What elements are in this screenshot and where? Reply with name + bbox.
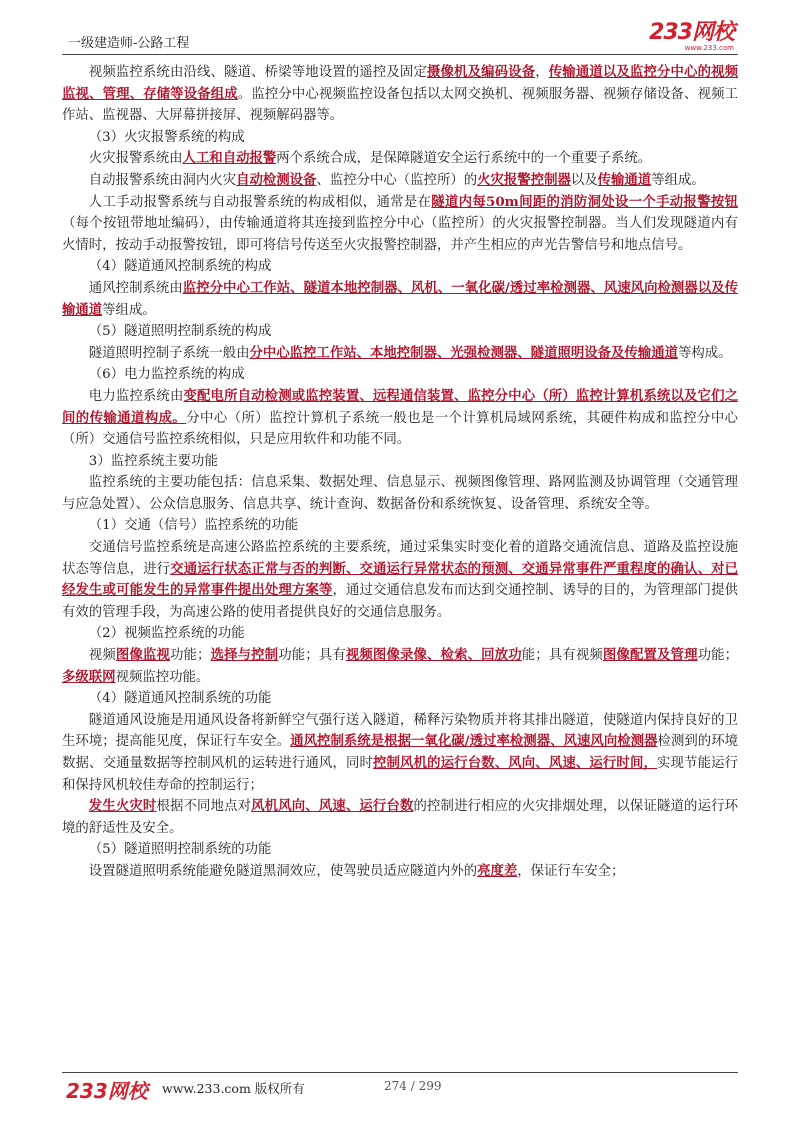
page-footer — [62, 1072, 738, 1103]
paragraph: 监控系统的主要功能包括：信息采集、数据处理、信息显示、视频图像管理、路网监测及协调管理（交通管理与应急处置）、公众信息服务、信息共享、统计查询、数据备份和系统恢复、设备管理、系统安全等。 — [62, 475, 738, 512]
paragraph: 交通信号监控系统是高速公路监控系统的主要系统，通过采集实时变化着的道路交通流信息、道路及监控设施状态等信息，进行交通运行状态正常与否的判断、交通运行异常状态的预测、交通异常事件严重程度的确认、对已经发生或可能发生的异常事件提出处理方案等，通过交通信息发布而达到交通控制、诱导的目的，为管理部门提供有效的管理手段，为高速公路的使用者提供良好的交通信息服务。 — [62, 540, 739, 620]
section-heading: （4）隧道通风控制系统的功能 — [88, 691, 272, 707]
section-heading: （1）交通（信号）监控系统的功能 — [88, 518, 299, 534]
paragraph: 视频监控系统由沿线、隧道、桥梁等地设置的遥控及固定摄像机及编码设备，传输通道以及监控分中心的视频监视、管理、存储等设备组成。监控分中心视频监控设备包括以太网交换机、视频服务器、视频存储设备、视频工作站、监视器、大屏幕拼接屏、视频解码器等。 — [62, 64, 739, 124]
logo-text: 233网校 — [649, 20, 734, 45]
logo-url: www.233.com — [684, 44, 734, 52]
paragraph: 自动报警系统由洞内火灾自动检测设备、监控分中心（监控所）的火灾报警控制器以及传输通道等组成。 — [88, 171, 705, 188]
paragraph: 设置隧道照明系统能避免隧道黑洞效应，使驾驶员适应隧道内外的亮度差，保证行车安全； — [88, 862, 625, 879]
section-heading: （5）隧道照明控制系统的功能 — [88, 842, 272, 858]
paragraph: 人工手动报警系统与自动报警系统的构成相似，通常是在隧道内每50m间距的消防洞处设一个手动报警按钮（每个按钮带地址编码），由传输通道将其连接到监控分中心（监控所）的火灾报警控制器。当人们发现隧道内有火情时，按动手动报警按钮，即可将信号传送至火灾报警控制器，并产生相应的声光告警信号和地点信号。 — [62, 193, 738, 253]
paragraph: 发生火灾时根据不同地点对风机风向、风速、运行台数的控制进行相应的火灾排烟处理，以保证隧道的运行环境的舒适性及安全。 — [62, 798, 739, 836]
section-heading: （6）电力监控系统的构成 — [88, 367, 245, 383]
paragraph: 视频图像监视功能；选择与控制功能；具有视频图像录像、检索、回放功能；具有视频图像配置及管理功能；多级联网视频监控功能。 — [62, 647, 739, 685]
section-heading: （4）隧道通风控制系统的构成 — [88, 259, 272, 275]
paragraph: 通风控制系统由监控分中心工作站、隧道本地控制器、风机、一氧化碳/透过率检测器、风速风向检测器以及传输通道等组成。 — [62, 279, 739, 318]
section-heading: （2）视频监控系统的功能 — [88, 626, 245, 642]
paragraph: 火灾报警系统由人工和自动报警两个系统合成，是保障隧道安全运行系统中的一个重要子系统。 — [88, 150, 652, 167]
page-header — [62, 20, 738, 55]
paragraph: 隧道照明控制子系统一般由分中心监控工作站、本地控制器、光强检测器、隧道照明设备及传输通道等构成。 — [88, 344, 732, 361]
brand-logo — [649, 22, 734, 52]
section-heading: （3）火灾报警系统的构成 — [88, 129, 245, 145]
paragraph: 电力监控系统由变配电所自动检测或监控装置、远程通信装置、监控分中心（所）监控计算机系统以及它们之间的传输通道构成。分中心（所）监控计算机子系统一般也是一个计算机局域网系统，其硬件构成和监控分中心（所）交通信号监控系统相似，只是应用软件和功能不同。 — [62, 387, 739, 448]
footer-logo: 233网校 — [66, 1079, 148, 1103]
section-heading: （5）隧道照明控制系统的构成 — [88, 324, 272, 340]
footer-copyright: www.233.com 版权所有 — [162, 1081, 305, 1096]
section-heading: 3）监控系统主要功能 — [88, 453, 218, 469]
header-title: 一级建造师-公路工程 — [68, 36, 190, 51]
document-body — [62, 62, 738, 883]
page-number: 274 / 299 — [384, 1079, 442, 1093]
paragraph: 隧道通风设施是用通风设备将新鲜空气强行送入隧道，稀释污染物质并将其排出隧道，使隧道内保持良好的卫生环境；提高能见度，保证行车安全。通风控制系统是根据一氧化碳/透过率检测器、风速风向检测器检测到的环境数据、交通量数据等控制风机的运转进行通风，同时控制风机的运行台数、风向、风速、运行时间，实现节能运行和保持风机较佳寿命的控制运行； — [62, 712, 739, 793]
